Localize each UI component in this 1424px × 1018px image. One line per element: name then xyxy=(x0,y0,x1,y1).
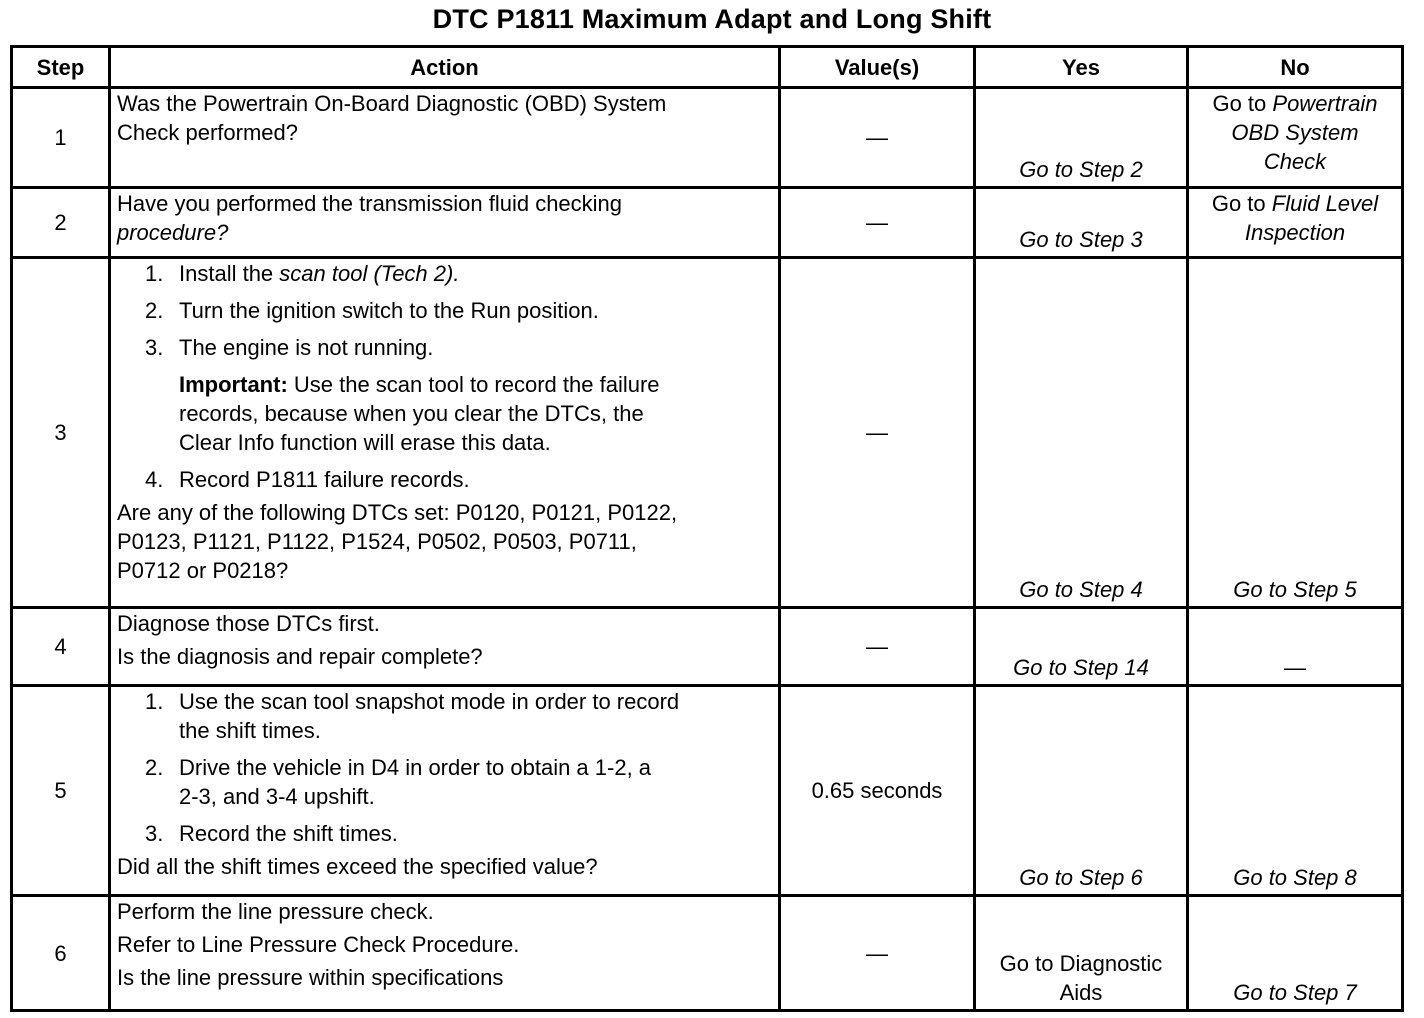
step-number: 4 xyxy=(12,608,110,686)
action-cell xyxy=(110,188,780,258)
no-value: — xyxy=(1284,655,1306,680)
yes-cell xyxy=(975,258,1188,608)
no-link[interactable]: Go to Step 7 xyxy=(1233,980,1357,1005)
yes-link[interactable]: Go to Step 6 xyxy=(1019,865,1143,890)
value-cell: 0.65 seconds xyxy=(780,686,975,896)
diagnostic-table xyxy=(10,45,1404,1012)
header-action: Action xyxy=(110,47,780,88)
header-no: No xyxy=(1188,47,1403,88)
header-yes: Yes xyxy=(975,47,1188,88)
action-text: procedure? xyxy=(117,220,229,245)
no-cell xyxy=(1188,88,1403,188)
step-number: 5 xyxy=(12,686,110,896)
action-text: Diagnose those DTCs first. xyxy=(117,611,380,636)
question-text: Is the diagnosis and repair complete? xyxy=(117,644,483,669)
yes-link[interactable]: Go to Step 4 xyxy=(1019,577,1143,602)
action-cell xyxy=(110,896,780,1011)
yes-link[interactable]: Go to Step 14 xyxy=(1013,655,1149,680)
action-text: Perform the line pressure check. xyxy=(117,899,434,924)
question-text: Is the line pressure within specifications xyxy=(117,965,504,990)
table-row xyxy=(12,188,1403,258)
action-text: Was the Powertrain On-Board Diagnostic (OBD) System xyxy=(117,91,667,116)
yes-cell xyxy=(975,188,1188,258)
header-values: Value(s) xyxy=(780,47,975,88)
step-number: 2 xyxy=(12,188,110,258)
list-item: 1. Use the scan tool snapshot mode in order to record the shift times. xyxy=(145,689,680,743)
action-text: Check performed? xyxy=(117,120,298,145)
value-cell: — xyxy=(780,188,975,258)
action-cell xyxy=(110,88,780,188)
yes-cell xyxy=(975,608,1188,686)
header-step: Step xyxy=(12,47,110,88)
value-cell: — xyxy=(780,88,975,188)
yes-cell xyxy=(975,88,1188,188)
no-cell xyxy=(1188,686,1403,896)
value-cell: — xyxy=(780,608,975,686)
procedure-list xyxy=(117,465,772,494)
no-cell xyxy=(1188,896,1403,1011)
yes-link[interactable]: Go to Step 3 xyxy=(1019,227,1143,252)
action-cell xyxy=(110,608,780,686)
step-number: 1 xyxy=(12,88,110,188)
no-link[interactable]: Go to Step 8 xyxy=(1233,865,1357,890)
table-row xyxy=(12,686,1403,896)
yes-link[interactable]: Go to Diagnostic Aids xyxy=(999,951,1163,1005)
procedure-list xyxy=(117,259,772,362)
procedure-list xyxy=(117,687,772,848)
list-item: 3. Record the shift times. xyxy=(145,821,398,846)
value-cell: — xyxy=(780,258,975,608)
yes-cell xyxy=(975,896,1188,1011)
step-number: 6 xyxy=(12,896,110,1011)
page-title: DTC P1811 Maximum Adapt and Long Shift xyxy=(432,4,992,34)
question-text: Did all the shift times exceed the specified value? xyxy=(117,854,598,879)
yes-cell xyxy=(975,686,1188,896)
table-row xyxy=(12,608,1403,686)
no-cell xyxy=(1188,188,1403,258)
action-text: Refer to Line Pressure Check Procedure. xyxy=(117,932,520,957)
list-item: 2. Turn the ignition switch to the Run position. xyxy=(145,298,599,323)
no-link[interactable]: Go to Powertrain OBD System Check xyxy=(1212,91,1378,174)
question-text: P0123, P1121, P1122, P1524, P0502, P0503, P0711, xyxy=(117,529,637,554)
table-row xyxy=(12,896,1403,1011)
question-text: Are any of the following DTCs set: P0120, P0121, P0122, xyxy=(117,500,678,525)
no-cell xyxy=(1188,258,1403,608)
question-text: P0712 or P0218? xyxy=(117,558,289,583)
no-link[interactable]: Go to Fluid Level Inspection xyxy=(1211,191,1379,245)
table-row xyxy=(12,258,1403,608)
list-item: 3. The engine is not running. xyxy=(145,335,434,360)
header-row xyxy=(12,47,1403,88)
list-item: 4. Record P1811 failure records. xyxy=(145,467,470,492)
no-cell xyxy=(1188,608,1403,686)
important-note: Important: Use the scan tool to record the failure records, because when you clear the DTCs, the Clear Info function will erase this data. xyxy=(179,372,660,455)
action-cell xyxy=(110,686,780,896)
action-cell xyxy=(110,258,780,608)
table-row xyxy=(12,88,1403,188)
list-item: 1. Install the scan tool (Tech 2). xyxy=(145,261,460,286)
value-cell: — xyxy=(780,896,975,1011)
step-number: 3 xyxy=(12,258,110,608)
yes-link[interactable]: Go to Step 2 xyxy=(1019,157,1143,182)
no-link[interactable]: Go to Step 5 xyxy=(1233,577,1357,602)
list-item: 2. Drive the vehicle in D4 in order to obtain a 1-2, a 2-3, and 3-4 upshift. xyxy=(145,755,652,809)
action-text: Have you performed the transmission fluid checking xyxy=(117,191,623,216)
